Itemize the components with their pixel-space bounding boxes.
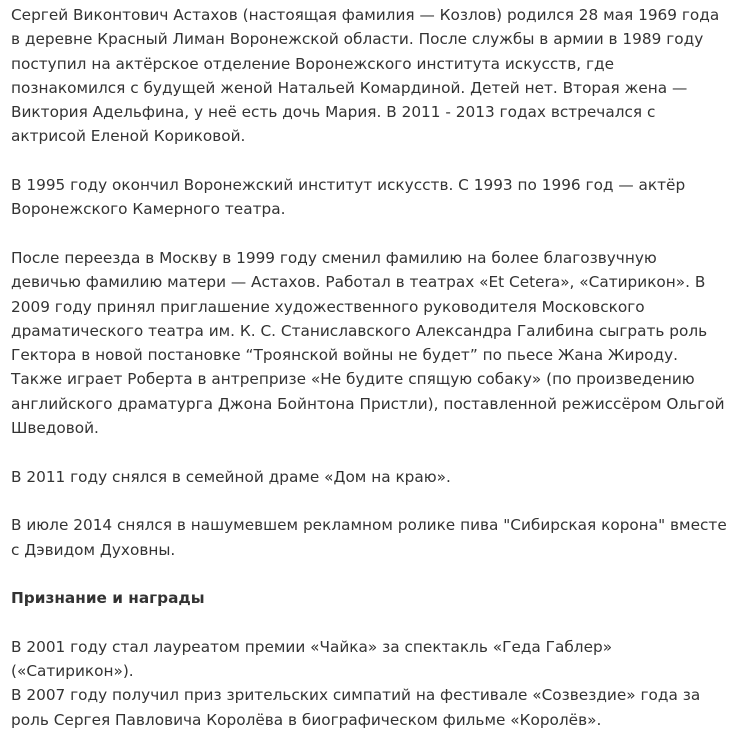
- paragraph-advert-2014: В июле 2014 снялся в нашумевшем рекламном ролике пива "Сибирская корона" вместе с Дэвидом Духовны.: [11, 516, 727, 559]
- award-2001: В 2001 году стал лауреатом премии «Чайка» за спектакль «Геда Габлер» («Сатирикон»).: [11, 637, 613, 681]
- section-heading-awards: Признание и награды: [11, 589, 205, 608]
- paragraph-film-2011: В 2011 году снялся в семейной драме «Дом на краю».: [11, 467, 451, 486]
- paragraph-education: В 1995 году окончил Воронежский институт искусств. С 1993 по 1996 год — актёр Воронежского Камерного театра.: [11, 176, 686, 219]
- award-2007: В 2007 году получил приз зрительских симпатий на фестивале «Созвездие» года за роль Сергея Павловича Королёва в биографическом фильме «Королёв».: [11, 686, 701, 729]
- paragraph-biography: Сергей Виконтович Астахов (настоящая фамилия — Козлов) родился 28 мая 1969 года в деревне Красный Лиман Воронежской области. После службы в армии в 1989 году поступил на актёрское отделение Воронежского института искусств, где познакомился с будущей женой Натальей Комардиной. Детей нет. Вторая жена — Виктория Адельфина, у неё есть дочь Мария. В 2011 - 2013 годах встречался с актрисой Еленой Кориковой.: [11, 6, 720, 146]
- paragraph-theatre-career: После переезда в Москву в 1999 году сменил фамилию на более благозвучную девичью фамилию матери — Астахов. Работал в театрах «Et Cetera», «Сатирикон». В 2009 году принял приглашение художественного руководителя Московского драматического театра им. К. С. Станиславского Александра Галибина сыграть роль Гектора в новой постановке “Троянской войны не будет” по пьесе Жана Жироду. Также играет Роберта в антрепризе «Не будите спящую собаку» (по произведению английского драматурга Джона Бойнтона Пристли), поставленной режиссёром Ольгой Шведовой.: [11, 248, 725, 438]
